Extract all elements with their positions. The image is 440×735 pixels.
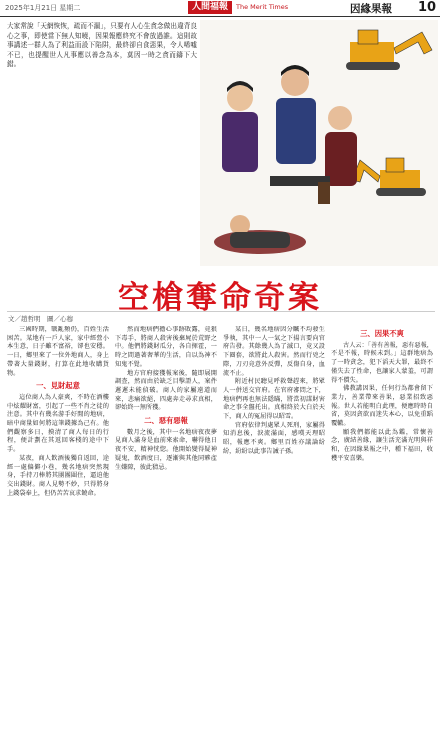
paragraph: 數月之後，其中一名地痞夜夜夢見商人滿身是血前來索命，嚇得他日夜不安，精神恍惚。他開始變得疑神疑鬼，飲酒度日，逐漸與其他同夥產生嫌隙，彼此猜忌。 <box>115 428 217 471</box>
page-header <box>0 0 440 17</box>
intro-paragraph: 大家常說「天網恢恢，疏而不漏」，只要有人心生貪念做出違背良心之事，即使當下無人知曉，因果報應終究不會放過誰。這則故事講述一群人為了利益而設下陷阱，最終卻自食惡果，令人唏噓不已，也提醒世人凡事應以善念為本，莫因一時之貪而鑄下大錯。 <box>7 22 197 68</box>
paragraph: 這位商人為人豪爽，不時在酒樓中炫耀財富，引起了一些不肖之徒的注意。其中有幾名游手好閒的地痞，暗中商量如何將這筆錢據為己有。他們觀察多日，摸清了商人每日的行程，便計劃在其返回客棧的途中下手。 <box>7 393 109 454</box>
paragraph: 地方官府接獲報案後，隨即展開調查，然而由於缺乏目擊證人，案件遲遲未能偵破。商人的家屬遠道而來，悲痛欲絕，四處奔走尋求真相，卻始終一無所獲。 <box>115 369 217 412</box>
subheading: 一、見財起意 <box>36 381 80 391</box>
section-title: 因緣果報 <box>350 3 392 15</box>
paragraph: 願我們都能以此為鑑，常懷善念，廣結善緣，讓生活充滿光明與祥和，在因緣果報之中，種下福田，收穫平安喜樂。 <box>331 428 433 462</box>
page-number: 10 <box>418 0 437 15</box>
article-column-2 <box>115 326 217 730</box>
subheading: 二、惡有惡報 <box>144 416 188 426</box>
paragraph: 然而地痞們擔心事跡敗露，竟狠下毒手，將商人殺害後棄屍於荒野之中。他們將錢財瓜分，各自揮霍，一時之間過著奢華的生活，自以為神不知鬼不覺。 <box>115 326 217 368</box>
divider <box>7 311 435 312</box>
byline: 文／趙哲明 圖／心穆 <box>8 315 73 323</box>
paragraph: 佛教講因果，任何行為都會留下業力，善業帶來善果，惡業招致惡報。世人若能明白此理，便應時時自省，莫因貪欲而迷失本心，以免重蹈覆轍。 <box>331 385 433 428</box>
page-title: 空槍奪命奇案 <box>118 280 322 316</box>
newspaper-logo: 人間福報 <box>188 1 232 14</box>
paragraph: 某夜，商人飲酒後獨自返回，途經一處偏僻小巷，幾名地痞突然現身，手持刀棒將其團團圍住，逼迫他交出錢財。商人見勢不妙，只得將身上錢袋奉上，但仍苦苦哀求饒命。 <box>7 454 109 497</box>
article-column-4 <box>331 326 433 730</box>
article-column-1 <box>7 326 109 730</box>
article-column-3 <box>223 326 325 730</box>
illustration <box>200 20 438 266</box>
paragraph: 三國時期，戰亂頻仍，百姓生活困苦。某地有一戶人家，家中經營小本生意，日子雖不富裕，卻也安穩。一日，鄉里來了一位外地商人，身上帶著大量錢財，打算在此地收購貨物。 <box>7 326 109 377</box>
paragraph: 古人云：「善有善報，惡有惡報，不是不報，時候未到。」這群地痞為了一時貪念，犯下滔天大罪，最終不僅失去了性命，也讓家人蒙羞，可謂得不償失。 <box>331 341 433 384</box>
newspaper-english-name: The Merit Times <box>236 3 289 11</box>
paragraph: 某日，幾名地痞因分贓不均發生爭執，其中一人一氣之下揚言要向官府告發。其餘幾人為了滅口，竟又設下圈套，欲將此人殺害。然而行兇之際，刀刃竟意外反彈，反傷自身，血流不止。 <box>223 326 325 377</box>
subheading: 三、因果不爽 <box>360 329 404 338</box>
issue-date: 2025年1月21日 星期二 <box>5 4 81 12</box>
paragraph: 附近村民聽見呼救聲趕來，將眾人一併送交官府。在官府審問之下，地痞們再也無法隱瞞，將當初謀財害命之事全盤托出。真相終於大白於天下，商人的冤屈得以昭雪。 <box>223 378 325 421</box>
paragraph: 官府依律判處眾人死刑，家屬得知消息後，淚流滿面，感嘆天理昭昭，報應不爽。鄉里百姓亦議論紛紛，紛紛以此事告誡子孫。 <box>223 421 325 455</box>
